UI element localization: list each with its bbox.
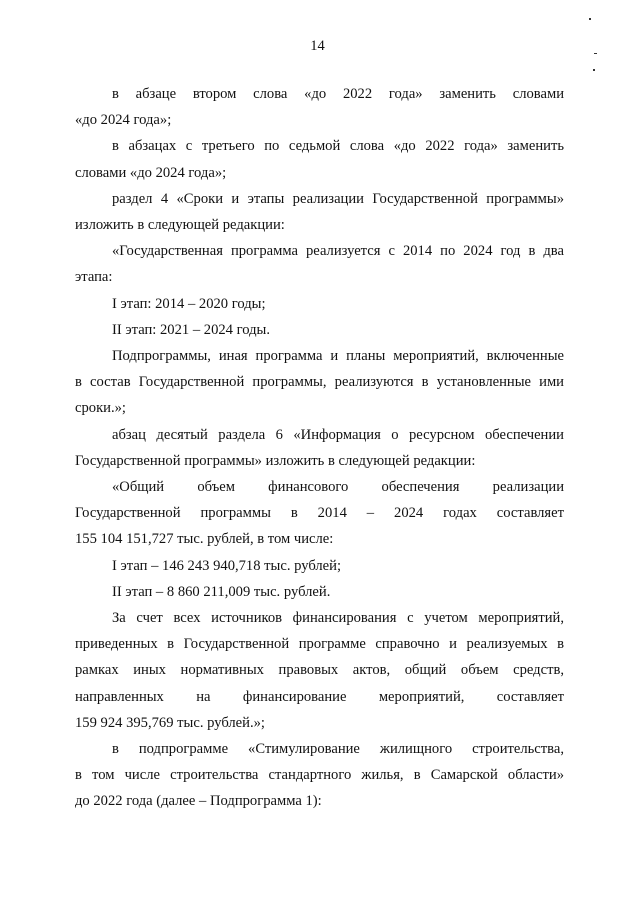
text-line: раздел 4 «Сроки и этапы реализации Государственной программы» (112, 190, 564, 207)
text-line: сроки.»; (75, 400, 126, 417)
text-line: Государственной программы» изложить в следующей редакции: (75, 452, 476, 469)
text-line: рамках иных нормативных правовых актов, общий объем средств, (75, 662, 564, 679)
text-line: направленных на финансирование мероприятий, составляет (75, 688, 564, 705)
text-line: За счет всех источников финансирования с учетом мероприятий, (112, 610, 564, 627)
paragraph-3 (75, 186, 564, 238)
paragraph-7 (75, 343, 564, 422)
text-line: в состав Государственной программы, реализуются в установленные ими (75, 374, 564, 391)
paragraph-2 (75, 133, 564, 185)
text-line: 159 924 395,769 тыс. рублей.»; (75, 714, 265, 731)
paragraph-9 (75, 474, 564, 553)
text-line: в абзацах с третьего по седьмой слова «до 2022 года» заменить (112, 138, 564, 155)
text-line: «Государственная программа реализуется с 2014 по 2024 год в два (112, 243, 564, 260)
text-line: до 2022 года (далее – Подпрограмма 1): (75, 793, 322, 810)
paragraph-11 (75, 579, 564, 605)
text-line: Государственной программы в 2014 – 2024 годах составляет (75, 505, 564, 522)
text-line: словами «до 2024 года»; (75, 164, 227, 181)
paragraph-6 (75, 317, 564, 343)
text-line: «Общий объем финансового обеспечения реализации (112, 479, 564, 496)
text-line: приведенных в Государственной программе справочно и реализуемых в (75, 636, 564, 653)
text-line: в абзаце втором слова «до 2022 года» заменить словами (112, 86, 564, 102)
paragraph-1 (75, 81, 564, 133)
paragraph-4 (75, 238, 564, 290)
paragraph-8 (75, 422, 564, 474)
paragraph-13 (75, 736, 564, 815)
text-line: II этап – 8 860 211,009 тыс. рублей. (112, 583, 331, 600)
text-line: этапа: (75, 269, 113, 286)
paragraph-12 (75, 605, 564, 736)
text-line: «до 2024 года»; (75, 112, 172, 129)
paragraph-10 (75, 553, 564, 579)
text-line: в том числе строительства стандартного жилья, в Самарской области» (75, 767, 564, 784)
document-body (75, 81, 564, 815)
text-line: абзац десятый раздела 6 «Информация о ресурсном обеспечении (112, 426, 564, 443)
text-line: II этап: 2021 – 2024 годы. (112, 321, 270, 338)
text-line: I этап – 146 243 940,718 тыс. рублей; (112, 557, 342, 574)
text-line: Подпрограммы, иная программа и планы мероприятий, включенные (112, 348, 564, 365)
scan-speck (594, 53, 597, 54)
text-line: изложить в следующей редакции: (75, 217, 285, 234)
scan-speck (593, 69, 595, 71)
page-number: 14 (310, 38, 325, 54)
scan-speck (589, 18, 591, 20)
paragraph-5 (75, 291, 564, 317)
text-line: I этап: 2014 – 2020 годы; (112, 295, 266, 312)
text-line: 155 104 151,727 тыс. рублей, в том числе: (75, 531, 334, 548)
text-line: в подпрограмме «Стимулирование жилищного строительства, (112, 741, 564, 758)
